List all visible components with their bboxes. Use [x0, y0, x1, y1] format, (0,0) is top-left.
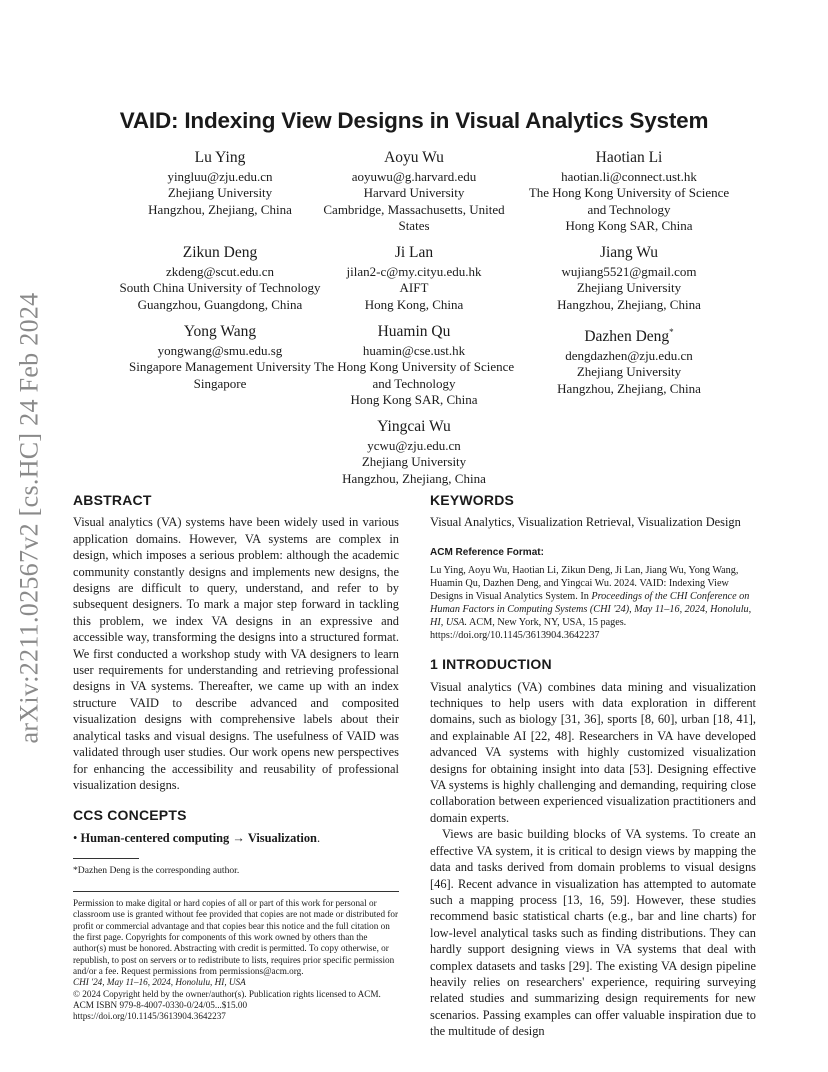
conference-venue: CHI '24, May 11–16, 2024, Honolulu, HI, USA	[73, 977, 246, 988]
intro-paragraph-1: Visual analytics (VA) combines data mining and visualization techniques to help users with data exploration in different domains, such as biology [31, 36], sports [8, 60], urban [18, 41], and explainable AI [22, 48]. Researchers in VA have developed advanced VA systems with highly customized visualization designs for obtaining insight into data [53]. Designing effective VA systems is highly challenging and demanding, requiring close collaboration between experienced visualization practitioners and domain experts.	[430, 679, 756, 825]
author-email: huamin@cse.ust.hk	[362, 343, 466, 358]
isbn-line: ACM ISBN 979-8-4007-0330-0/24/05...$15.00	[73, 999, 248, 1010]
author-email: wujiang5521@gmail.com	[561, 264, 697, 279]
author-affiliation: and Technology	[372, 375, 456, 391]
author-email: yongwang@smu.edu.sg	[157, 343, 283, 358]
author-name: Dazhen Deng*	[584, 327, 674, 346]
author-affiliation: Hangzhou, Zhejiang, China	[557, 296, 701, 312]
author-name: Aoyu Wu	[384, 149, 444, 166]
author-affiliation: The Hong Kong University of Science	[528, 185, 730, 201]
acm-reference-text: Lu Ying, Aoyu Wu, Haotian Li, Zikun Deng, Ji Lan, Jiang Wu, Yong Wang, Huamin Qu, Dazhen Deng, and Yingcai Wu. 2024. VAID: Indexing View Designs in Visual Analytics System. In Proceedings of the CHI Conference on Human Factors in Computing Systems (CHI '24), May 11–16, 2024, Honolulu, HI, USA. ACM, New York, NY, USA, 15 pages. https://doi.org/10.1145/3613904.3642237	[430, 565, 752, 642]
corresponding-author-footnote: *Dazhen Deng is the corresponding author.	[73, 865, 240, 877]
abstract-text: Visual analytics (VA) systems have been widely used in various application domains. However, VA systems are complex in design, which imposes a serious problem: although the academic community constantly designs and implements new designs, the designs are difficult to query, understand, and refer to by subsequent designers. To mark a major step forward in tackling this problem, we index VA designs in an expressive and accessible way, transforming the designs into a structured format. We first conducted a workshop study with VA designers to learn user requirements for understanding and retrieving professional designs in VA systems. Thereafter, we came up with an index structure VAID to describe advanced and composited visualization designs with comprehensive labels about their analytical tasks and visual designs. The usefulness of VAID was validated through user studies. Our work opens new perspectives for enhancing the accessibility and reusability of professional visualization designs.	[73, 515, 399, 792]
right-column	[430, 492, 756, 1040]
author-name: Zikun Deng	[182, 244, 258, 261]
author-email: aoyuwu@g.harvard.edu	[351, 169, 477, 184]
author-name: Yong Wang	[183, 323, 257, 340]
intro-paragraph-2: Views are basic building blocks of VA systems. To create an effective VA system, it is critical to design views by mapping the data and tasks derived from domain problems to visual designs [46]. Recent advance in visualization has attempted to automate such a mapping process [13, 16, 59]. However, these studies recommend basic statistical charts (e.g., bar and line charts) for low-level analytical tasks such as finding distributions. They can hardly support designing views in VA systems that deal with complex datasets and tasks [29]. The existing VA design pipeline heavily relies on researchers' experience, requiring surveying related studies and summarizing design requirements for new scenarios. Passing examples can offer valuable inspiration due to the multitude of design	[430, 827, 756, 1039]
author-affiliation: Guangzhou, Guangdong, China	[137, 296, 303, 312]
author-email: yingluu@zju.edu.cn	[167, 169, 273, 184]
left-column	[73, 492, 399, 1022]
author-name: Jiang Wu	[599, 244, 659, 261]
copyright-line: © 2024 Copyright held by the owner/author(s). Publication rights licensed to ACM.	[73, 988, 381, 999]
author-affiliation: Zhejiang University	[576, 280, 682, 296]
author-name: Lu Ying	[194, 149, 246, 166]
author-affiliation: Hong Kong SAR, China	[350, 391, 478, 407]
keywords-text: Visual Analytics, Visualization Retrieval, Visualization Design	[430, 515, 741, 530]
author-affiliation: Singapore	[193, 375, 247, 391]
author-affiliation: Hangzhou, Zhejiang, China	[148, 201, 292, 217]
acm-reference-label: ACM Reference Format:	[430, 546, 544, 558]
author-affiliation: and Technology	[587, 201, 671, 217]
ccs-concept-item: • Human-centered computing → Visualization.	[73, 830, 321, 845]
footnote-divider	[73, 858, 139, 859]
permission-divider	[73, 891, 399, 892]
author-affiliation: States	[398, 217, 430, 233]
author-name: Yingcai Wu	[377, 418, 451, 435]
author-block	[514, 322, 744, 397]
author-email: dengdazhen@zju.edu.cn	[565, 348, 693, 364]
corresponding-author-mark: *	[669, 327, 674, 337]
author-affiliation: The Hong Kong University of Science	[313, 359, 515, 375]
author-block	[299, 243, 529, 313]
author-affiliation: Cambridge, Massachusetts, United	[323, 201, 505, 217]
author-email: ycwu@zju.edu.cn	[367, 438, 461, 453]
author-email: haotian.li@connect.ust.hk	[561, 169, 697, 184]
author-name: Ji Lan	[394, 244, 434, 261]
keywords-heading: KEYWORDS	[430, 492, 515, 508]
author-affiliation: Zhejiang University	[167, 185, 273, 201]
author-email: jilan2-c@my.cityu.edu.hk	[346, 264, 482, 279]
arxiv-identifier-stamp	[12, 278, 46, 758]
doi-link[interactable]: https://doi.org/10.1145/3613904.3642237	[73, 1011, 226, 1022]
ccs-heading: CCS CONCEPTS	[73, 807, 187, 824]
author-block	[507, 148, 751, 234]
paper-title: VAID: Indexing View Designs in Visual Analytics System	[119, 108, 709, 133]
author-affiliation: AIFT	[399, 280, 429, 296]
introduction-heading: 1 INTRODUCTION	[430, 656, 552, 673]
author-block	[299, 417, 529, 487]
author-affiliation: Zhejiang University	[361, 454, 467, 470]
author-affiliation: South China University of Technology	[119, 280, 321, 296]
author-affiliation: Hong Kong, China	[364, 296, 464, 312]
author-affiliation: Harvard University	[363, 185, 465, 201]
author-affiliation: Hong Kong SAR, China	[565, 217, 693, 233]
author-name: Huamin Qu	[377, 323, 451, 340]
author-affiliation: Hangzhou, Zhejiang, China	[557, 380, 701, 396]
author-email: zkdeng@scut.edu.cn	[166, 264, 274, 279]
author-block	[514, 243, 744, 313]
abstract-heading: ABSTRACT	[73, 492, 152, 508]
author-affiliation: Zhejiang University	[576, 364, 682, 380]
author-name: Haotian Li	[595, 149, 663, 166]
author-block	[292, 322, 536, 408]
arxiv-identifier-text: arXiv:2211.02567v2 [cs.HC] 24 Feb 2024	[14, 292, 44, 744]
author-affiliation: Singapore Management University	[129, 359, 311, 375]
permission-block	[73, 898, 399, 1022]
author-block	[299, 148, 529, 234]
author-affiliation: Hangzhou, Zhejiang, China	[342, 470, 486, 486]
permission-text: Permission to make digital or hard copies of all or part of this work for personal or classroom use is granted without fee provided that copies are not made or distributed for profit or commercial advantage and that copies bear this notice and the full citation on the first page. Copyrights for components of this work owned by others than the author(s) must be honored. Abstracting with credit is permitted. To copy otherwise, or republish, to post on servers or to redistribute to lists, requires prior specific permission and/or a fee. Request permissions from permissions@acm.org.	[73, 898, 399, 976]
